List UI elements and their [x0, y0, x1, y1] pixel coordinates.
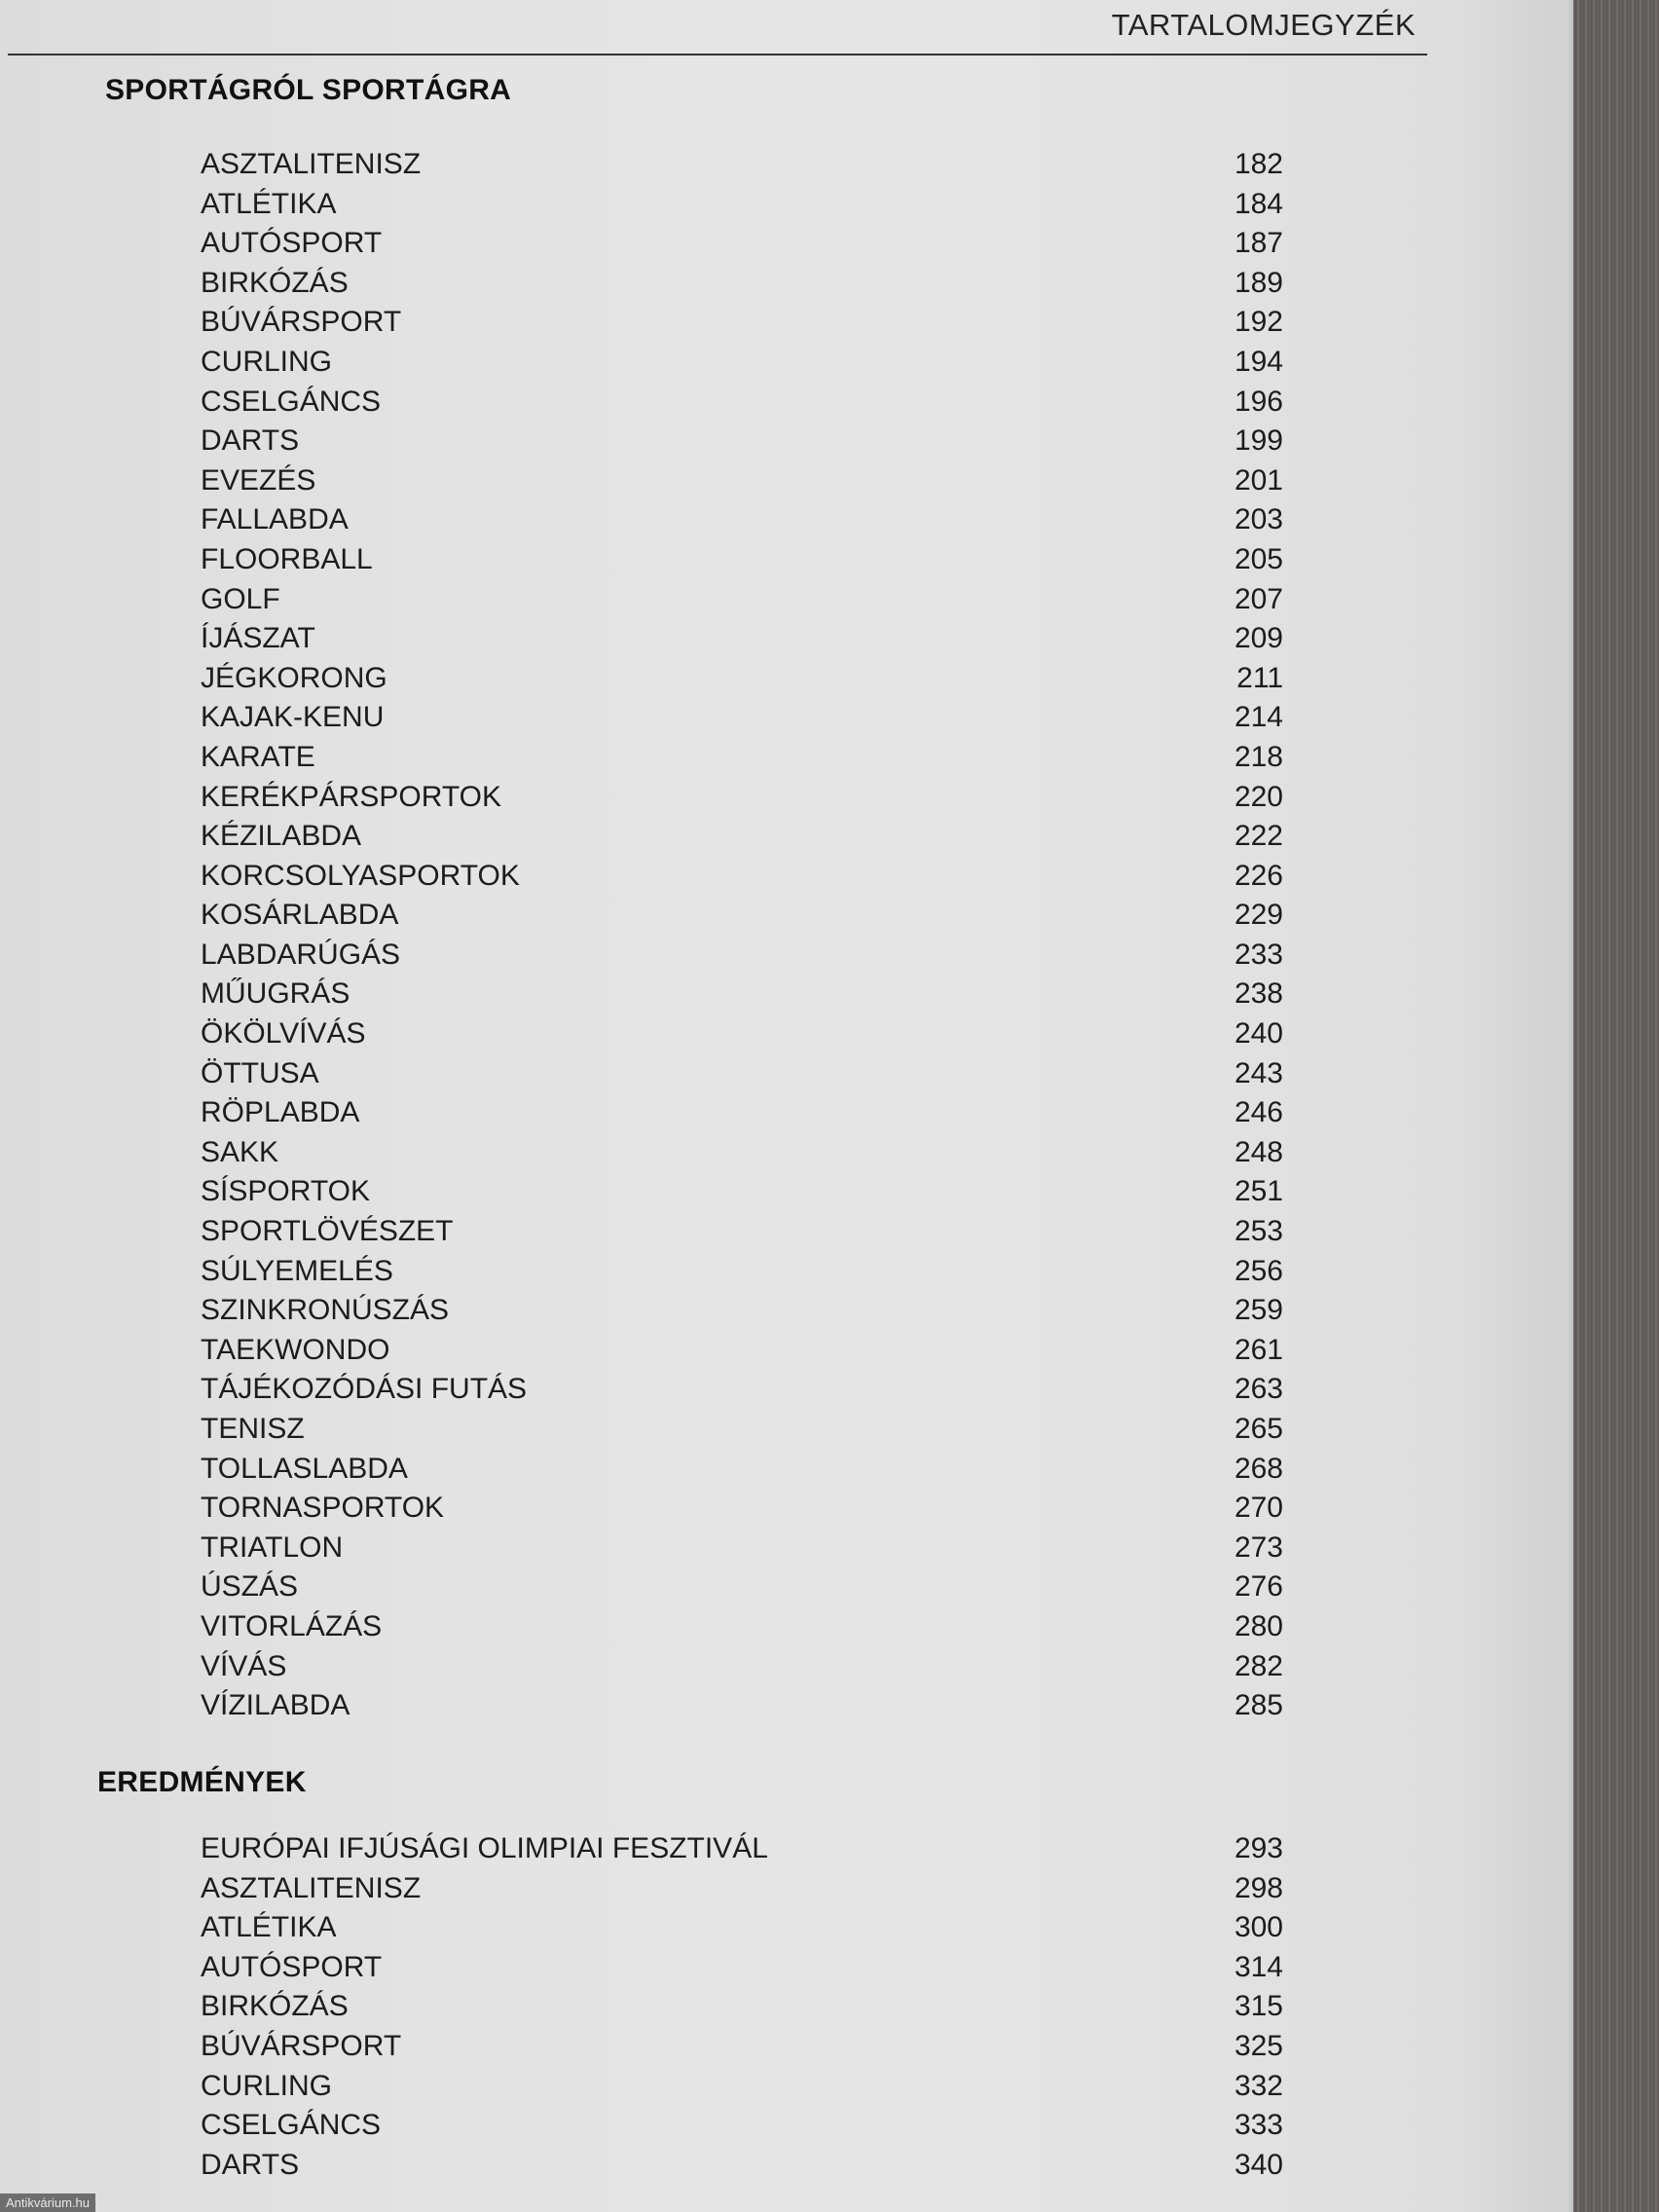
toc-entry-page-number: 196	[1234, 385, 1283, 418]
toc-entry-label: EURÓPAI IFJÚSÁGI OLIMPIAI FESZTIVÁL	[201, 1832, 768, 1864]
toc-entry-label: SAKK	[201, 1135, 279, 1168]
toc-entry-label: KÉZILABDA	[201, 820, 362, 853]
toc-entry-label: EVEZÉS	[201, 463, 316, 497]
toc-entry	[201, 2070, 1283, 2110]
toc-entry-label: KERÉKPÁRSPORTOK	[201, 780, 501, 813]
toc-entry	[201, 503, 1283, 543]
toc-entry-label: BIRKÓZÁS	[201, 1990, 349, 2023]
toc-entry	[201, 2109, 1283, 2149]
toc-entry-page-number: 205	[1234, 542, 1283, 575]
toc-entry-page-number: 270	[1234, 1492, 1283, 1525]
watermark-label: Antikvárium.hu	[0, 2194, 95, 2212]
toc-entry-page-number: 282	[1234, 1649, 1283, 1682]
toc-entry	[201, 1175, 1283, 1215]
toc-entry	[201, 1136, 1283, 1176]
toc-entry-label: KARATE	[201, 740, 315, 773]
toc-entry-label: TENISZ	[201, 1413, 305, 1445]
toc-entry	[201, 1990, 1283, 2030]
toc-entry-page-number: 238	[1234, 977, 1283, 1011]
toc-entry-page-number: 293	[1234, 1832, 1283, 1864]
toc-entry	[201, 1650, 1283, 1690]
header-rule	[8, 54, 1427, 55]
toc-entry-label: ÍJÁSZAT	[201, 622, 315, 655]
toc-entry-label: FALLABDA	[201, 503, 349, 536]
toc-entry	[201, 543, 1283, 583]
toc-entry-page-number: 285	[1234, 1689, 1283, 1722]
toc-entry	[201, 899, 1283, 939]
toc-entry-label: LABDARÚGÁS	[201, 938, 401, 971]
toc-entry-page-number: 226	[1234, 859, 1283, 892]
toc-entry-page-number: 222	[1234, 820, 1283, 853]
toc-entry	[201, 1951, 1283, 1991]
toc-entry-label: VITORLÁZÁS	[201, 1609, 383, 1642]
toc-entry-label: VÍVÁS	[201, 1649, 287, 1682]
toc-entry-label: KAJAK-KENU	[201, 701, 385, 734]
toc-entry-label: DARTS	[201, 424, 300, 458]
toc-entry-label: TAEKWONDO	[201, 1333, 390, 1366]
toc-entry-label: MŰUGRÁS	[201, 977, 350, 1011]
toc-entry-page-number: 253	[1234, 1215, 1283, 1248]
toc-entry	[201, 1531, 1283, 1571]
toc-entry	[201, 583, 1283, 623]
toc-entry-label: CURLING	[201, 345, 333, 378]
toc-entry	[201, 977, 1283, 1017]
toc-entry-label: FLOORBALL	[201, 542, 373, 575]
toc-entry	[201, 267, 1283, 307]
toc-entry-page-number: 207	[1234, 582, 1283, 615]
toc-entry	[201, 1689, 1283, 1729]
toc-entry	[201, 188, 1283, 228]
toc-entry	[201, 1453, 1283, 1493]
toc-entry-page-number: 314	[1234, 1950, 1283, 1983]
toc-entry-label: TÁJÉKOZÓDÁSI FUTÁS	[201, 1373, 528, 1406]
toc-entry	[201, 1610, 1283, 1650]
toc-entry	[201, 1373, 1283, 1413]
toc-entry-page-number: 280	[1234, 1609, 1283, 1642]
toc-entry-page-number: 265	[1234, 1413, 1283, 1445]
toc-entry-page-number: 233	[1234, 938, 1283, 971]
toc-entry-page-number: 315	[1234, 1990, 1283, 2023]
toc-entry-page-number: 192	[1234, 306, 1283, 339]
toc-entry	[201, 1872, 1283, 1912]
toc-entry-page-number: 276	[1234, 1570, 1283, 1604]
toc-list-sportagrol-sportagra	[201, 148, 1283, 1729]
toc-entry-label: ASZTALITENISZ	[201, 148, 422, 180]
toc-entry	[201, 464, 1283, 504]
toc-entry-page-number: 182	[1234, 148, 1283, 180]
toc-entry	[201, 1017, 1283, 1057]
toc-entry-label: AUTÓSPORT	[201, 227, 383, 260]
toc-entry-page-number: 201	[1234, 463, 1283, 497]
section-heading-sportagrol-sportagra: SPORTÁGRÓL SPORTÁGRA	[105, 74, 512, 106]
toc-entry-page-number: 240	[1234, 1017, 1283, 1051]
toc-entry	[201, 1413, 1283, 1453]
toc-entry	[201, 939, 1283, 978]
toc-entry	[201, 1832, 1283, 1872]
running-head: TARTALOMJEGYZÉK	[1111, 8, 1416, 42]
toc-entry-label: BIRKÓZÁS	[201, 266, 349, 299]
toc-entry-page-number: 300	[1234, 1911, 1283, 1944]
toc-entry-label: BÚVÁRSPORT	[201, 2029, 402, 2062]
toc-entry-page-number: 203	[1234, 503, 1283, 536]
toc-entry-label: JÉGKORONG	[201, 661, 387, 694]
toc-entry-label: SÍSPORTOK	[201, 1175, 370, 1208]
toc-entry	[201, 860, 1283, 900]
toc-entry-label: BÚVÁRSPORT	[201, 306, 402, 339]
toc-entry-label: ATLÉTIKA	[201, 1911, 337, 1944]
toc-entry-page-number: 248	[1234, 1135, 1283, 1168]
toc-entry-page-number: 246	[1234, 1096, 1283, 1129]
toc-entry	[201, 701, 1283, 741]
toc-entry-page-number: 332	[1234, 2069, 1283, 2102]
toc-entry-label: KOSÁRLABDA	[201, 899, 399, 932]
toc-entry-label: CSELGÁNCS	[201, 385, 382, 418]
toc-entry-page-number: 261	[1234, 1333, 1283, 1366]
book-spine	[1573, 0, 1659, 2212]
toc-entry	[201, 820, 1283, 860]
toc-entry-label: SÚLYEMELÉS	[201, 1254, 393, 1287]
toc-entry-label: KORCSOLYASPORTOK	[201, 859, 520, 892]
toc-entry	[201, 346, 1283, 386]
toc-entry	[201, 741, 1283, 781]
toc-entry-page-number: 211	[1236, 661, 1283, 694]
toc-entry-page-number: 325	[1234, 2029, 1283, 2062]
toc-entry-label: TRIATLON	[201, 1530, 344, 1564]
toc-entry-label: DARTS	[201, 2148, 300, 2181]
toc-entry-label: VÍZILABDA	[201, 1689, 350, 1722]
toc-entry-page-number: 184	[1234, 187, 1283, 220]
toc-entry	[201, 1911, 1283, 1951]
toc-entry-label: AUTÓSPORT	[201, 1950, 383, 1983]
toc-entry	[201, 306, 1283, 346]
toc-entry-label: TORNASPORTOK	[201, 1492, 445, 1525]
toc-entry	[201, 386, 1283, 425]
section-heading-eredmenyek: EREDMÉNYEK	[97, 1766, 307, 1798]
toc-entry	[201, 781, 1283, 821]
toc-entry	[201, 1057, 1283, 1097]
toc-entry-label: ÚSZÁS	[201, 1570, 299, 1604]
toc-entry	[201, 1294, 1283, 1334]
toc-entry	[201, 662, 1283, 702]
toc-entry-label: ÖTTUSA	[201, 1056, 319, 1089]
toc-entry-page-number: 199	[1234, 424, 1283, 458]
toc-entry-page-number: 298	[1234, 1871, 1283, 1904]
toc-entry	[201, 1570, 1283, 1610]
toc-entry	[201, 1492, 1283, 1531]
toc-entry-page-number: 194	[1234, 345, 1283, 378]
toc-entry	[201, 2030, 1283, 2070]
toc-entry	[201, 1215, 1283, 1255]
toc-entry-page-number: 333	[1234, 2109, 1283, 2142]
toc-entry-page-number: 189	[1234, 266, 1283, 299]
toc-entry-page-number: 251	[1234, 1175, 1283, 1208]
toc-entry-page-number: 229	[1234, 899, 1283, 932]
toc-entry-label: ÖKÖLVÍVÁS	[201, 1017, 366, 1051]
toc-entry	[201, 148, 1283, 188]
toc-entry-page-number: 243	[1234, 1056, 1283, 1089]
toc-entry-page-number: 273	[1234, 1530, 1283, 1564]
toc-entry	[201, 424, 1283, 464]
toc-entry	[201, 622, 1283, 662]
toc-entry-label: GOLF	[201, 582, 280, 615]
toc-entry-label: ATLÉTIKA	[201, 187, 337, 220]
toc-entry-label: CURLING	[201, 2069, 333, 2102]
toc-entry-page-number: 220	[1234, 780, 1283, 813]
toc-entry-page-number: 268	[1234, 1452, 1283, 1485]
toc-entry-label: SZINKRONÚSZÁS	[201, 1294, 450, 1327]
toc-entry-label: ASZTALITENISZ	[201, 1871, 422, 1904]
toc-entry-page-number: 256	[1234, 1254, 1283, 1287]
toc-entry-page-number: 263	[1234, 1373, 1283, 1406]
toc-entry	[201, 1334, 1283, 1374]
toc-entry-page-number: 259	[1234, 1294, 1283, 1327]
toc-list-eredmenyek	[201, 1832, 1283, 2188]
toc-entry-label: TOLLASLABDA	[201, 1452, 408, 1485]
toc-entry-page-number: 209	[1234, 622, 1283, 655]
toc-entry-label: RÖPLABDA	[201, 1096, 360, 1129]
toc-entry	[201, 1096, 1283, 1136]
toc-entry	[201, 1255, 1283, 1295]
toc-entry-page-number: 187	[1234, 227, 1283, 260]
toc-entry-label: CSELGÁNCS	[201, 2109, 382, 2142]
toc-entry-page-number: 214	[1234, 701, 1283, 734]
toc-entry	[201, 2149, 1283, 2189]
toc-entry-page-number: 218	[1234, 740, 1283, 773]
toc-entry-page-number: 340	[1234, 2148, 1283, 2181]
toc-entry	[201, 227, 1283, 267]
toc-entry-label: SPORTLÖVÉSZET	[201, 1215, 454, 1248]
